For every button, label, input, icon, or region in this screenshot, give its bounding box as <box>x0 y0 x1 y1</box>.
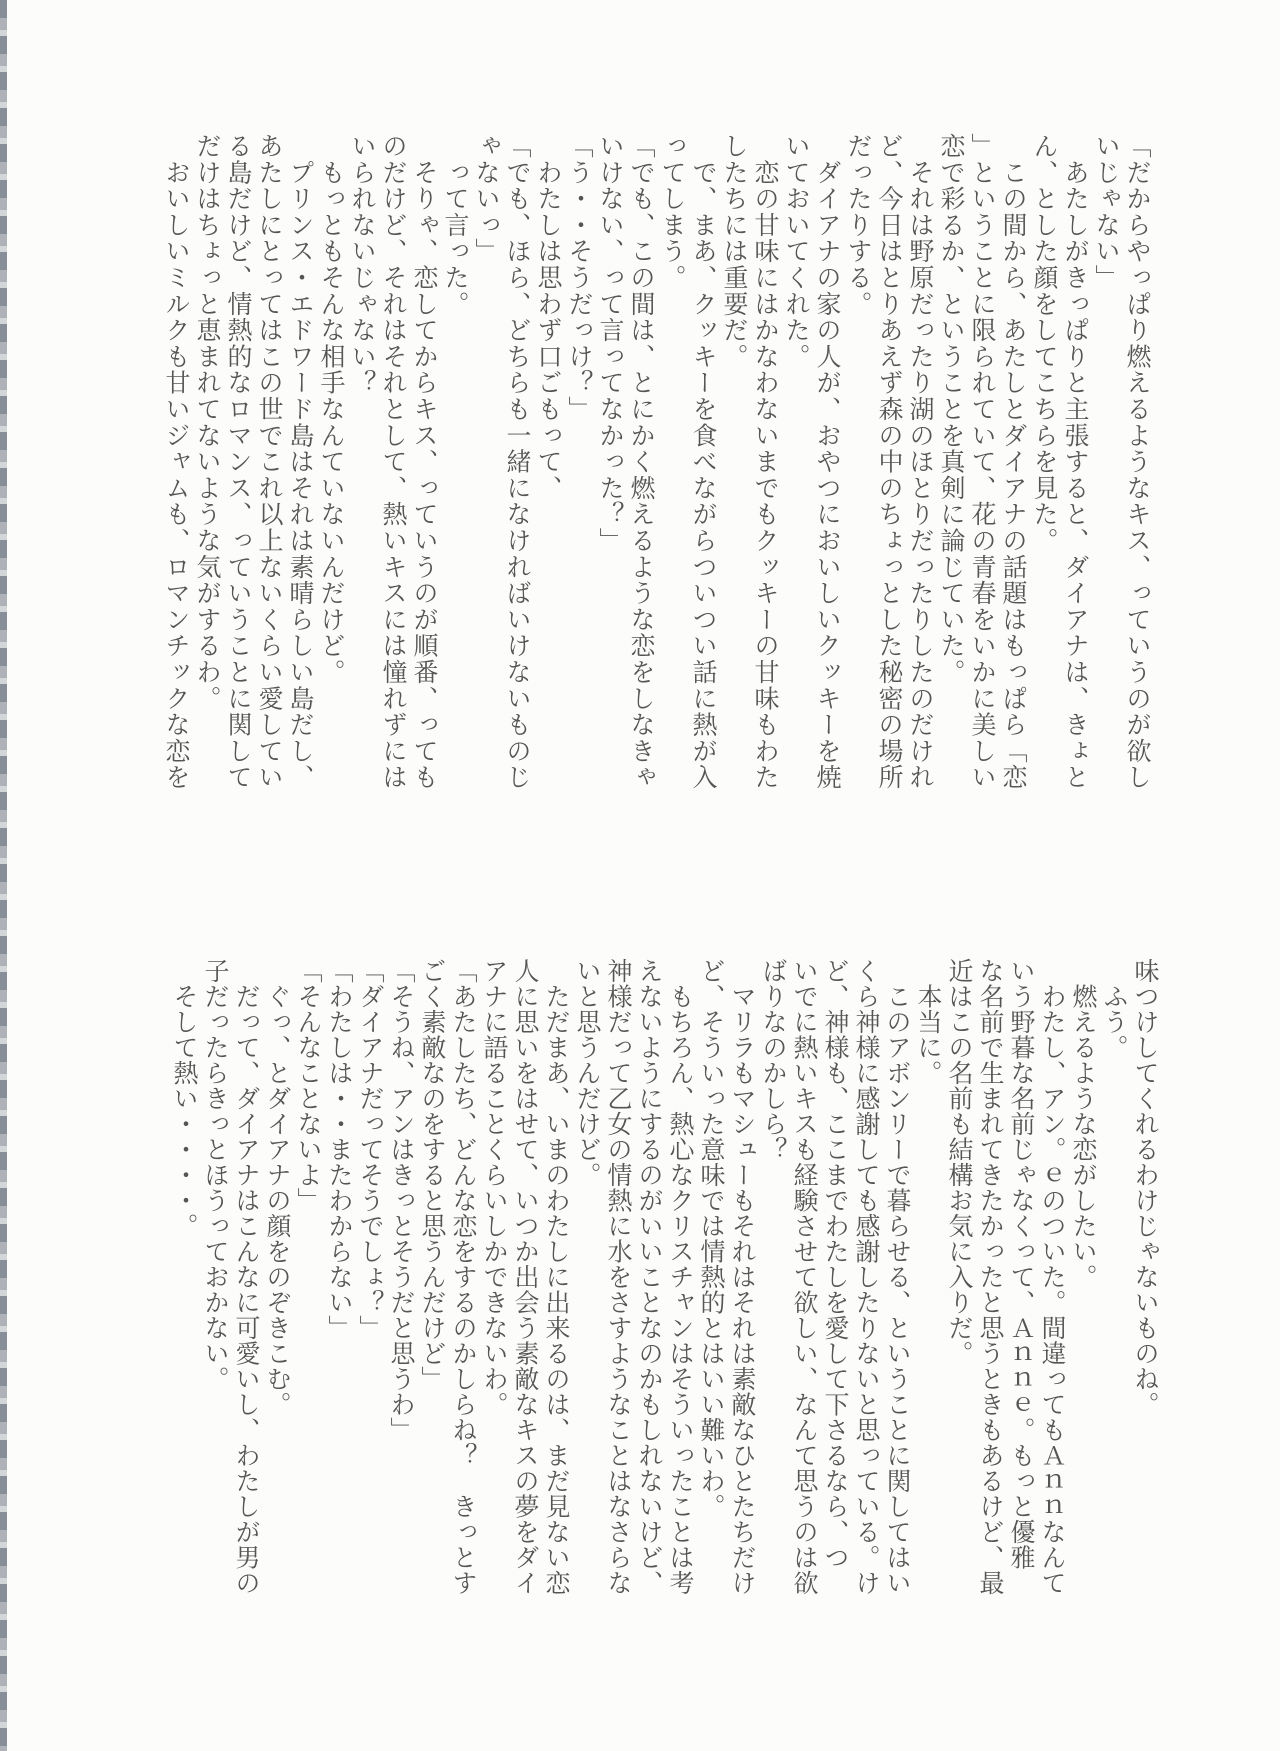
text-column: このアボンリーで暮らせる、ということに関してはい <box>883 958 912 1596</box>
text-column: ばりなのかしら？ <box>759 958 788 1162</box>
text-column: もっともそんな相手なんていないんだけど。 <box>317 133 346 686</box>
text-column: 燃えるような恋がしたい。 <box>1069 958 1098 1290</box>
text-column: いけない、って言ってなかった？」 <box>596 133 625 554</box>
text-column: いじゃない」 <box>1092 133 1121 291</box>
text-column: 「わたしは・・またわからない」 <box>325 958 354 1341</box>
text-column: って言った。 <box>441 133 470 318</box>
text-column: ってしまう。 <box>658 133 687 291</box>
text-column: 恋で彩るか、ということを真剣に論じていた。 <box>937 133 966 686</box>
text-column: それは野原だったり湖のほとりだったりしたのだけれ <box>906 133 935 791</box>
text-column: この間から、あたしとダイアナの話題はもっぱら「恋 <box>999 133 1028 791</box>
text-column: で、まあ、クッキーを食べながらついつい話に熱が入 <box>689 133 718 791</box>
text-column: のだけど、それはそれとして、熱いキスには憧れずには <box>379 133 408 791</box>
scanned-page-edge <box>0 0 7 1751</box>
upper-text-block <box>161 133 1153 791</box>
text-column: 「だからやっぱり燃えるようなキス、っていうのが欲し <box>1123 133 1152 791</box>
text-column: だって、ダイアナはこんなに可愛いし、わたしが男の <box>232 958 261 1596</box>
text-column: だったりする。 <box>844 133 873 318</box>
text-column: おいしいミルクも甘いジャムも、ロマンチックな恋を <box>162 133 191 791</box>
text-column: 神様だって乙女の情熱に水をさすようなことはなさらな <box>604 958 633 1596</box>
text-column: 「そうね、アンはきっとそうだと思うわ」 <box>387 958 416 1443</box>
text-column: ゃないっ」 <box>472 133 501 265</box>
text-column: ど、そういった意味では情熱的とはいい難いわ。 <box>697 958 726 1519</box>
text-column: くら神様に感謝しても感謝したりないと思っている。け <box>852 958 881 1596</box>
text-column: な名前で生まれてきたかったと思うときもあるけど、最 <box>976 958 1005 1596</box>
text-column: プリンス・エドワード島はそれは素晴らしい島だし、 <box>286 133 315 791</box>
text-column: 「ダイアナだってそうでしょ？」 <box>356 958 385 1341</box>
text-column: 子だったらきっとほうっておかない。 <box>201 958 230 1392</box>
text-column: 「あたしたち、どんな恋をするのかしらね？ きっとす <box>449 958 478 1596</box>
lower-text-block <box>169 958 1161 1596</box>
text-column: ふう。 <box>1100 958 1129 1060</box>
text-column: 「でも、この間は、とにかく燃えるような恋をしなきゃ <box>627 133 656 791</box>
text-column: 人に思いをはせて、いつか出会う素敵なキスの夢をダイ <box>511 958 540 1596</box>
text-column: だけはちょっと恵まれてないような気がするわ。 <box>193 133 222 712</box>
text-column: いと思うんだけど。 <box>573 958 602 1188</box>
text-column: そりゃ、恋してからキス、っていうのが順番、っても <box>410 133 439 791</box>
text-column: えないようにするのがいいことなのかもしれないけど、 <box>635 958 664 1596</box>
text-column: る島だけど、情熱的なロマンス、っていうことに関して <box>224 133 253 791</box>
text-column: わたし、アン。ｅのついた。間違ってもＡｎｎなんて <box>1038 958 1067 1596</box>
text-column: ただまあ、いまのわたしに出来るのは、まだ見ない恋 <box>542 958 571 1596</box>
text-column: ど、神様も、ここまでわたしを愛して下さるなら、つ <box>821 958 850 1570</box>
text-column: わたしは思わず口ごもって、 <box>534 133 563 502</box>
text-column: もちろん、熱心なクリスチャンはそういったことは考 <box>666 958 695 1596</box>
text-column: 」ということに限られていて、花の青春をいかに美しい <box>968 133 997 791</box>
text-column: ど、今日はとりあえず森の中のちょっとした秘密の場所 <box>875 133 904 791</box>
text-column: 近はこの名前も結構お気に入りだ。 <box>945 958 974 1366</box>
text-column: 「でも、ほら、どちらも一緒になければいけないものじ <box>503 133 532 791</box>
text-column: 本当に。 <box>914 958 943 1086</box>
text-column: あたしがきっぱりと主張すると、ダイアナは、きょと <box>1061 133 1090 791</box>
text-column: いておいてくれた。 <box>782 133 811 370</box>
text-column: マリラもマシューもそれはそれは素敵なひとたちだけ <box>728 958 757 1596</box>
text-column: ごく素敵なのをすると思うんだけど」 <box>418 958 447 1392</box>
text-column: ダイアナの家の人が、おやつにおいしいクッキーを焼 <box>813 133 842 791</box>
text-column: ん、とした顔をしてこちらを見た。 <box>1030 133 1059 554</box>
text-column: いでに熱いキスも経験させて欲しい、なんて思うのは欲 <box>790 958 819 1596</box>
text-column: あたしにとってはこの世でこれ以上ないくらい愛してい <box>255 133 284 791</box>
text-column: いう野暮な名前じゃなくって、Ａｎｎｅ。もっと優雅 <box>1007 958 1036 1570</box>
text-column: いられないじゃない？ <box>348 133 377 396</box>
text-column: 味つけしてくれるわけじゃないものね。 <box>1131 958 1160 1417</box>
text-column: アナに語ることくらいしかできないわ。 <box>480 958 509 1417</box>
text-column: ぐっ、とダイアナの顔をのぞきこむ。 <box>263 958 292 1417</box>
text-column: 「そんなことないよ」 <box>294 958 323 1213</box>
text-column: 「う・・そうだっけ？」 <box>565 133 594 423</box>
text-column: そして熱い・・・・。 <box>170 958 199 1239</box>
text-column: したちには重要だ。 <box>720 133 749 370</box>
text-column: 恋の甘味にはかなわないまでもクッキーの甘味もわた <box>751 133 780 791</box>
